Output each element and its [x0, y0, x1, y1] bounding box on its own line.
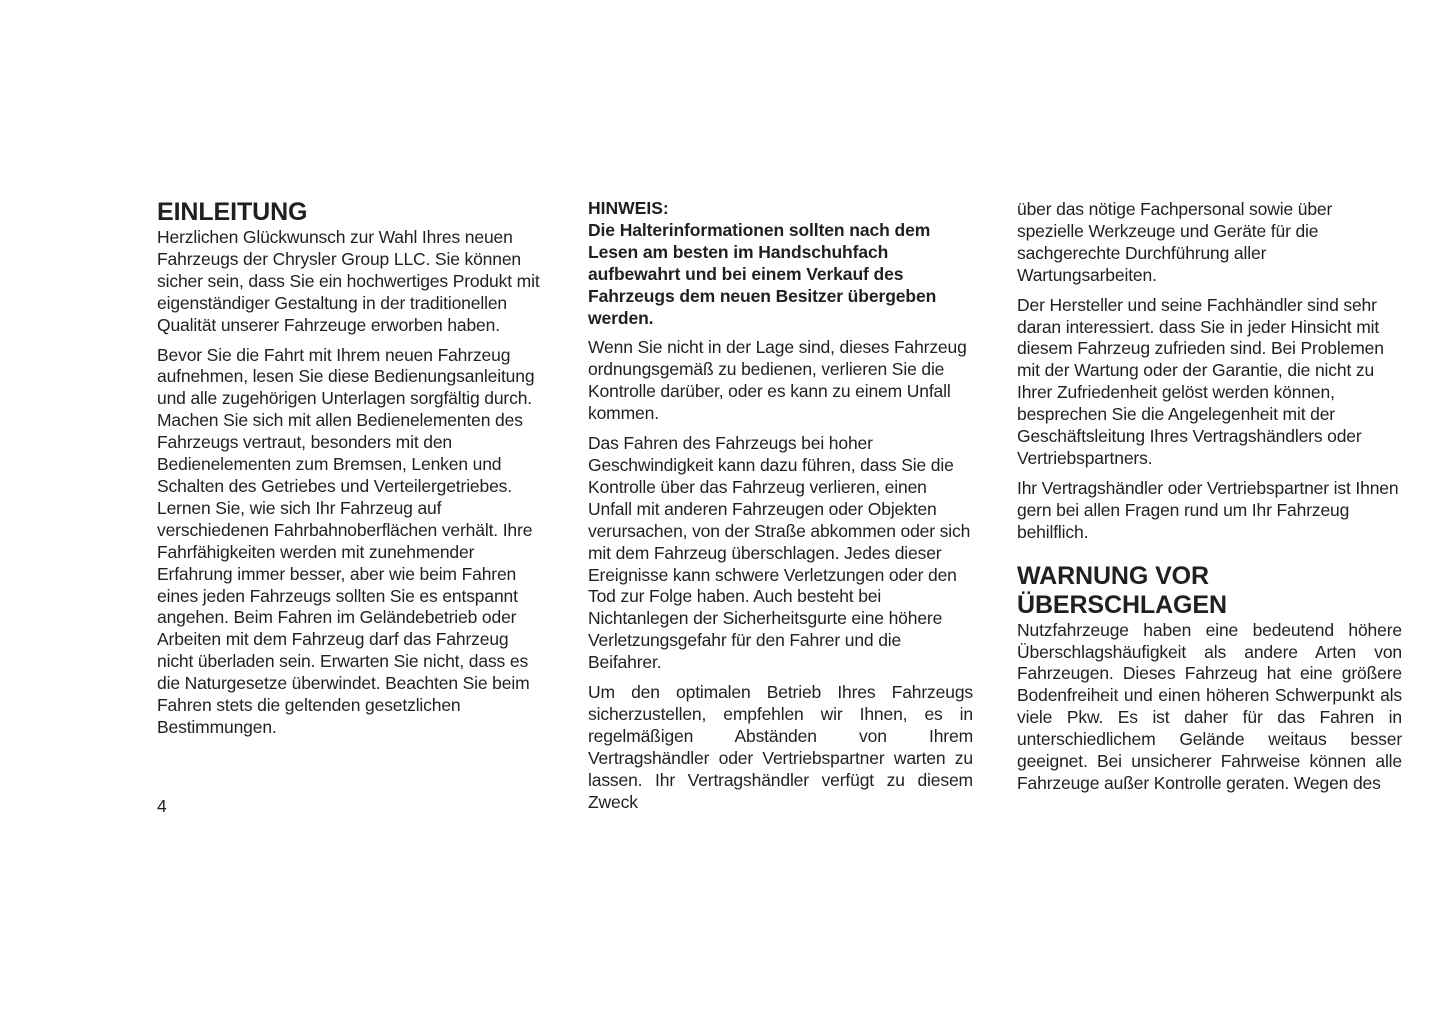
column-middle: [588, 198, 973, 821]
paragraph-maintenance: Um den optimalen Betrieb Ihres Fahrzeugs sicherzustellen, empfehlen wir Ihnen, es in regelmäßigen Abständen von Ihrem Vertragshändler oder Vertriebspartner warten zu lassen. Ihr Vertragshändler verfügt zu diesem Zweck: [588, 682, 973, 812]
heading-warning-line2: ÜBERSCHLAGEN: [1017, 590, 1227, 619]
heading-warning: [1017, 562, 1402, 620]
note-label: HINWEIS:: [588, 198, 669, 218]
heading-einleitung: EINLEITUNG: [157, 198, 308, 226]
paragraph-maintenance-continued: über das nötige Fachpersonal sowie über spezielle Werkzeuge und Geräte für die sachgerechte Durchführung aller Wartungsarbeiten.: [1017, 199, 1333, 285]
column-left: [157, 198, 542, 747]
column-right: [1017, 199, 1402, 803]
paragraph-high-speed: Das Fahren des Fahrzeugs bei hoher Geschwindigkeit kann dazu führen, dass Sie die Kontrolle über das Fahrzeug verlieren, einen Unfall mit anderen Fahrzeugen oder Objekten verursachen, von der Straße abkommen oder sich mit dem Fahrzeug überschlagen. Jedes dieser Ereignisse kann schwere Verletzungen oder den Tod zur Folge haben. Auch besteht bei Nichtanlegen der Sicherheitsgurte eine höhere Verletzungsgefahr für den Fahrer und die Beifahrer.: [588, 433, 971, 673]
note-text: Die Halterinformationen sollten nach dem Lesen am besten im Handschuhfach aufbewahrt und bei einem Verkauf des Fahrzeugs dem neuen Besitzer übergeben werden.: [588, 219, 937, 328]
paragraph-dealer: Ihr Vertragshändler oder Vertriebspartner ist Ihnen gern bei allen Fragen rund um Ihr Fahrzeug behilflich.: [1017, 477, 1399, 542]
paragraph-operation: Wenn Sie nicht in der Lage sind, dieses Fahrzeug ordnungsgemäß zu bedienen, verlieren Sie die Kontrolle darüber, oder es kann zu einem Unfall kommen.: [588, 337, 967, 424]
page-number: 4: [157, 796, 167, 816]
paragraph-rollover-warning: Nutzfahrzeuge haben eine bedeutend höhere Überschlagshäufigkeit als andere Arten von Fahrzeugen. Dieses Fahrzeug hat eine größere Bodenfreiheit und einen höheren Schwerpunkt als viele Pkw. Es ist daher für das Fahren in unterschiedlichem Gelände weitaus besser geeignet. Bei unsicherer Fahrweise können alle Fahrzeuge außer Kontrolle geraten. Wegen des: [1017, 619, 1402, 793]
paragraph-before-driving: Bevor Sie die Fahrt mit Ihrem neuen Fahrzeug aufnehmen, lesen Sie diese Bedienungsanleitung und alle zugehörigen Unterlagen sorgfältig durch. Machen Sie sich mit allen Bedienelementen des Fahrzeugs vertraut, besonders mit den Bedienelementen zum Bremsen, Lenken und Schalten des Getriebes und Verteilergetriebes. Lernen Sie, wie sich Ihr Fahrzeug auf verschiedenen Fahrbahnoberflächen verhält. Ihre Fahrfähigkeiten werden mit zunehmender Erfahrung immer besser, aber wie beim Fahren eines jeden Fahrzeugs sollten Sie es entspannt angehen. Beim Fahren im Geländebetrieb oder Arbeiten mit dem Fahrzeug darf das Fahrzeug nicht überladen sein. Erwarten Sie nicht, dass es die Naturgesetze überwindet. Beachten Sie beim Fahren stets die geltenden gesetzlichen Bestimmungen.: [157, 344, 535, 737]
paragraph-manufacturer: Der Hersteller und seine Fachhändler sind sehr daran interessiert. dass Sie in jeder Hinsicht mit diesem Fahrzeug zufrieden sind. Bei Problemen mit der Wartung oder der Garantie, die nicht zu Ihrer Zufriedenheit gelöst werden können, besprechen Sie die Angelegenheit mit der Geschäftsleitung Ihres Vertragshändlers oder Vertriebspartners.: [1017, 294, 1384, 468]
heading-warning-line1: WARNUNG VOR: [1017, 561, 1209, 590]
paragraph-intro: Herzlichen Glückwunsch zur Wahl Ihres neuen Fahrzeugs der Chrysler Group LLC. Sie können sicher sein, dass Sie ein hochwertiges Produkt mit eigenständiger Gestaltung in der traditionellen Qualität unserer Fahrzeuge erworben haben.: [157, 227, 540, 335]
